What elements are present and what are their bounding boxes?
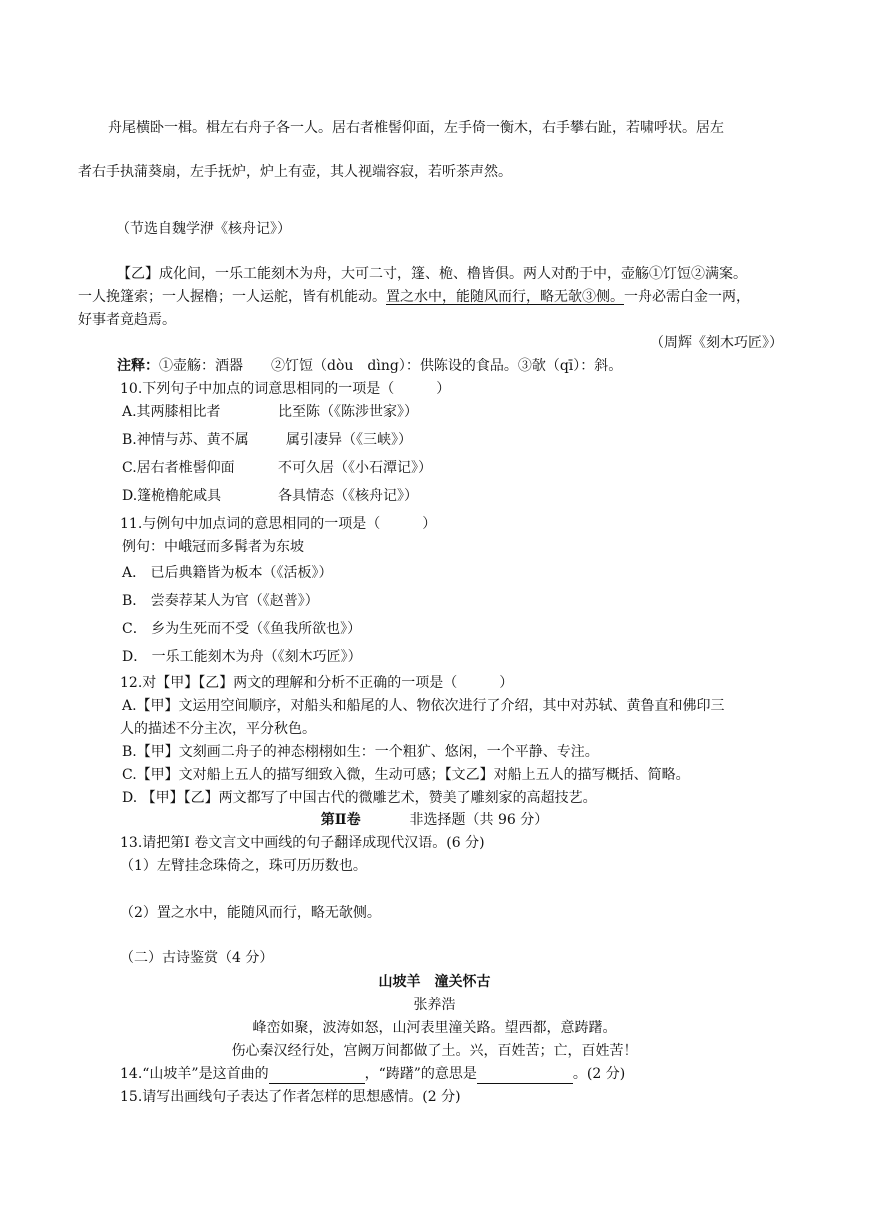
jia-source: （节选自魏学洢《核舟记》） — [116, 221, 291, 237]
poem-line-2-tail: 兴，百姓苦；亡，百姓苦！ — [469, 1043, 638, 1059]
question-14 — [120, 1064, 625, 1084]
q10-option-a — [122, 402, 418, 422]
section-2-title: 第Ⅱ卷 — [320, 812, 361, 828]
yi-line2-plain: 一人挽篷索；一人握橹；一人运舵，皆有机能动。 — [78, 289, 386, 305]
notes-label: 注释： — [117, 358, 159, 374]
question-13-stem: 13.请把第Ⅰ 卷文言文中画线的句子翻译成现代汉语。(6 分) — [120, 835, 485, 851]
q12-option-a-line-2: 人的描述不分主次，平分秋色。 — [120, 721, 316, 737]
q12-option-a-line-1: A.【甲】文运用空间顺序，对船头和船尾的人、物依次进行了介绍，其中对苏轼、黄鲁直和佛印三 — [122, 698, 725, 714]
yi-text-line-2 — [78, 287, 750, 307]
question-11-example: 例句：中峨冠而多髯者为东坡 — [122, 539, 304, 555]
q11-option-c: C． 乡为生死而不受（《鱼我所欲也》） — [122, 621, 362, 637]
jia-text-line-1: 舟尾横卧一楫。楫左右舟子各一人。居右者椎髻仰面，左手倚一衡木，右手攀右趾，若啸呼状。居左 — [108, 120, 724, 136]
question-15: 15.请写出画线句子表达了作者怎样的思想感情。(2 分) — [120, 1089, 461, 1105]
notes — [117, 356, 622, 376]
poem-line-1: 峰峦如聚，波涛如怒，山河表里潼关路。望西都，意踌躇。 — [252, 1020, 617, 1036]
q13-sentence-2: （2）置之水中，能随风而行，略无欹侧。 — [120, 905, 381, 921]
q14-text-1: 14.“山坡羊”是这首曲的 — [120, 1066, 269, 1082]
q12-option-c: C.【甲】文对船上五人的描写细致入微，生动可感；【文乙】对船上五人的描写概括、简略。 — [122, 767, 690, 783]
q14-answer-blank-1[interactable] — [269, 1069, 365, 1084]
q12-option-d: D. 【甲】【乙】两文都写了中国古代的微雕艺术，赞美了雕刻家的高超技艺。 — [122, 790, 597, 806]
yi-text-line-1: 【乙】成化间，一乐工能刻木为舟，大可二寸，篷、桅、橹皆俱。两人对酌于中，壶觞①饤饾②满案。 — [117, 266, 747, 282]
q10-option-b-right: 属引凄异（《三峡》） — [286, 432, 412, 448]
yi-source: （周辉《刻木巧匠》） — [650, 335, 783, 351]
q10-option-a-right: 比至陈（《陈涉世家》） — [278, 404, 418, 420]
section-2-heading — [0, 810, 869, 830]
question-11-stem: 11.与例句中加点词的意思相同的一项是（ ） — [120, 516, 437, 532]
section-2-subtitle: 非选择题（共 96 分） — [409, 812, 549, 828]
q10-option-c-left: C.居右者椎髻仰面 — [122, 460, 235, 476]
poem-author: 张养浩 — [413, 997, 456, 1013]
q10-option-c-right: 不可久居（《小石潭记》） — [278, 460, 432, 476]
q10-option-d-right: 各具情态（《核舟记》） — [278, 488, 418, 504]
q11-option-d: D． 一乐工能刻木为舟（《刻木巧匠》） — [122, 649, 362, 665]
q14-answer-blank-2[interactable] — [477, 1069, 573, 1084]
q13-sentence-1: （1）左臂挂念珠倚之，珠可历历数也。 — [120, 858, 367, 874]
q10-option-d-left: D.篷桅橹舵咸具 — [122, 488, 222, 504]
jia-text-line-2: 者右手执蒲葵扇，左手抚炉，炉上有壶，其人视端容寂，若听茶声然。 — [78, 164, 512, 180]
poem-line-2 — [0, 1041, 869, 1061]
q10-option-a-left: A.其两膝相比者 — [122, 404, 221, 420]
notes-text: ①壶觞：酒器 ②饤饾（dòu dìng）：供陈设的食品。③欹（qī）：斜。 — [159, 358, 623, 374]
question-10-stem: 10.下列句子中加点的词意思相同的一项是（ ） — [120, 381, 451, 397]
question-12-stem: 12.对【甲】【乙】两文的理解和分析不正确的一项是（ ） — [120, 675, 514, 691]
poem-section-heading: （二）古诗鉴赏（4 分） — [120, 950, 274, 966]
q14-text-3: 。(2 分) — [572, 1066, 626, 1082]
q10-option-b-left: B.神情与苏、黄不属 — [122, 432, 249, 448]
q12-option-b: B.【甲】文刻画二舟子的神态栩栩如生：一个粗犷、悠闲，一个平静、专注。 — [122, 744, 599, 760]
yi-line2-tail: 一舟必需白金一两， — [624, 289, 750, 305]
q11-option-a: A． 已后典籍皆为板本（《活板》） — [122, 565, 333, 581]
yi-text-line-3: 好事者竟趋焉。 — [78, 312, 176, 328]
q11-option-b: B． 尝奏荐某人为官（《赵普》） — [122, 593, 319, 609]
q14-text-2: ，“踌躇”的意思是 — [364, 1066, 477, 1082]
poem-underlined-line: 伤心秦汉经行处，宫阙万间都做了土。 — [231, 1043, 470, 1059]
q10-option-c — [122, 458, 432, 478]
q10-option-d — [122, 486, 418, 506]
poem-title: 山坡羊 潼关怀古 — [378, 974, 491, 990]
q10-option-b — [122, 430, 412, 450]
yi-underlined-sentence: 置之水中，能随风而行，略无欹③侧。 — [386, 289, 624, 305]
